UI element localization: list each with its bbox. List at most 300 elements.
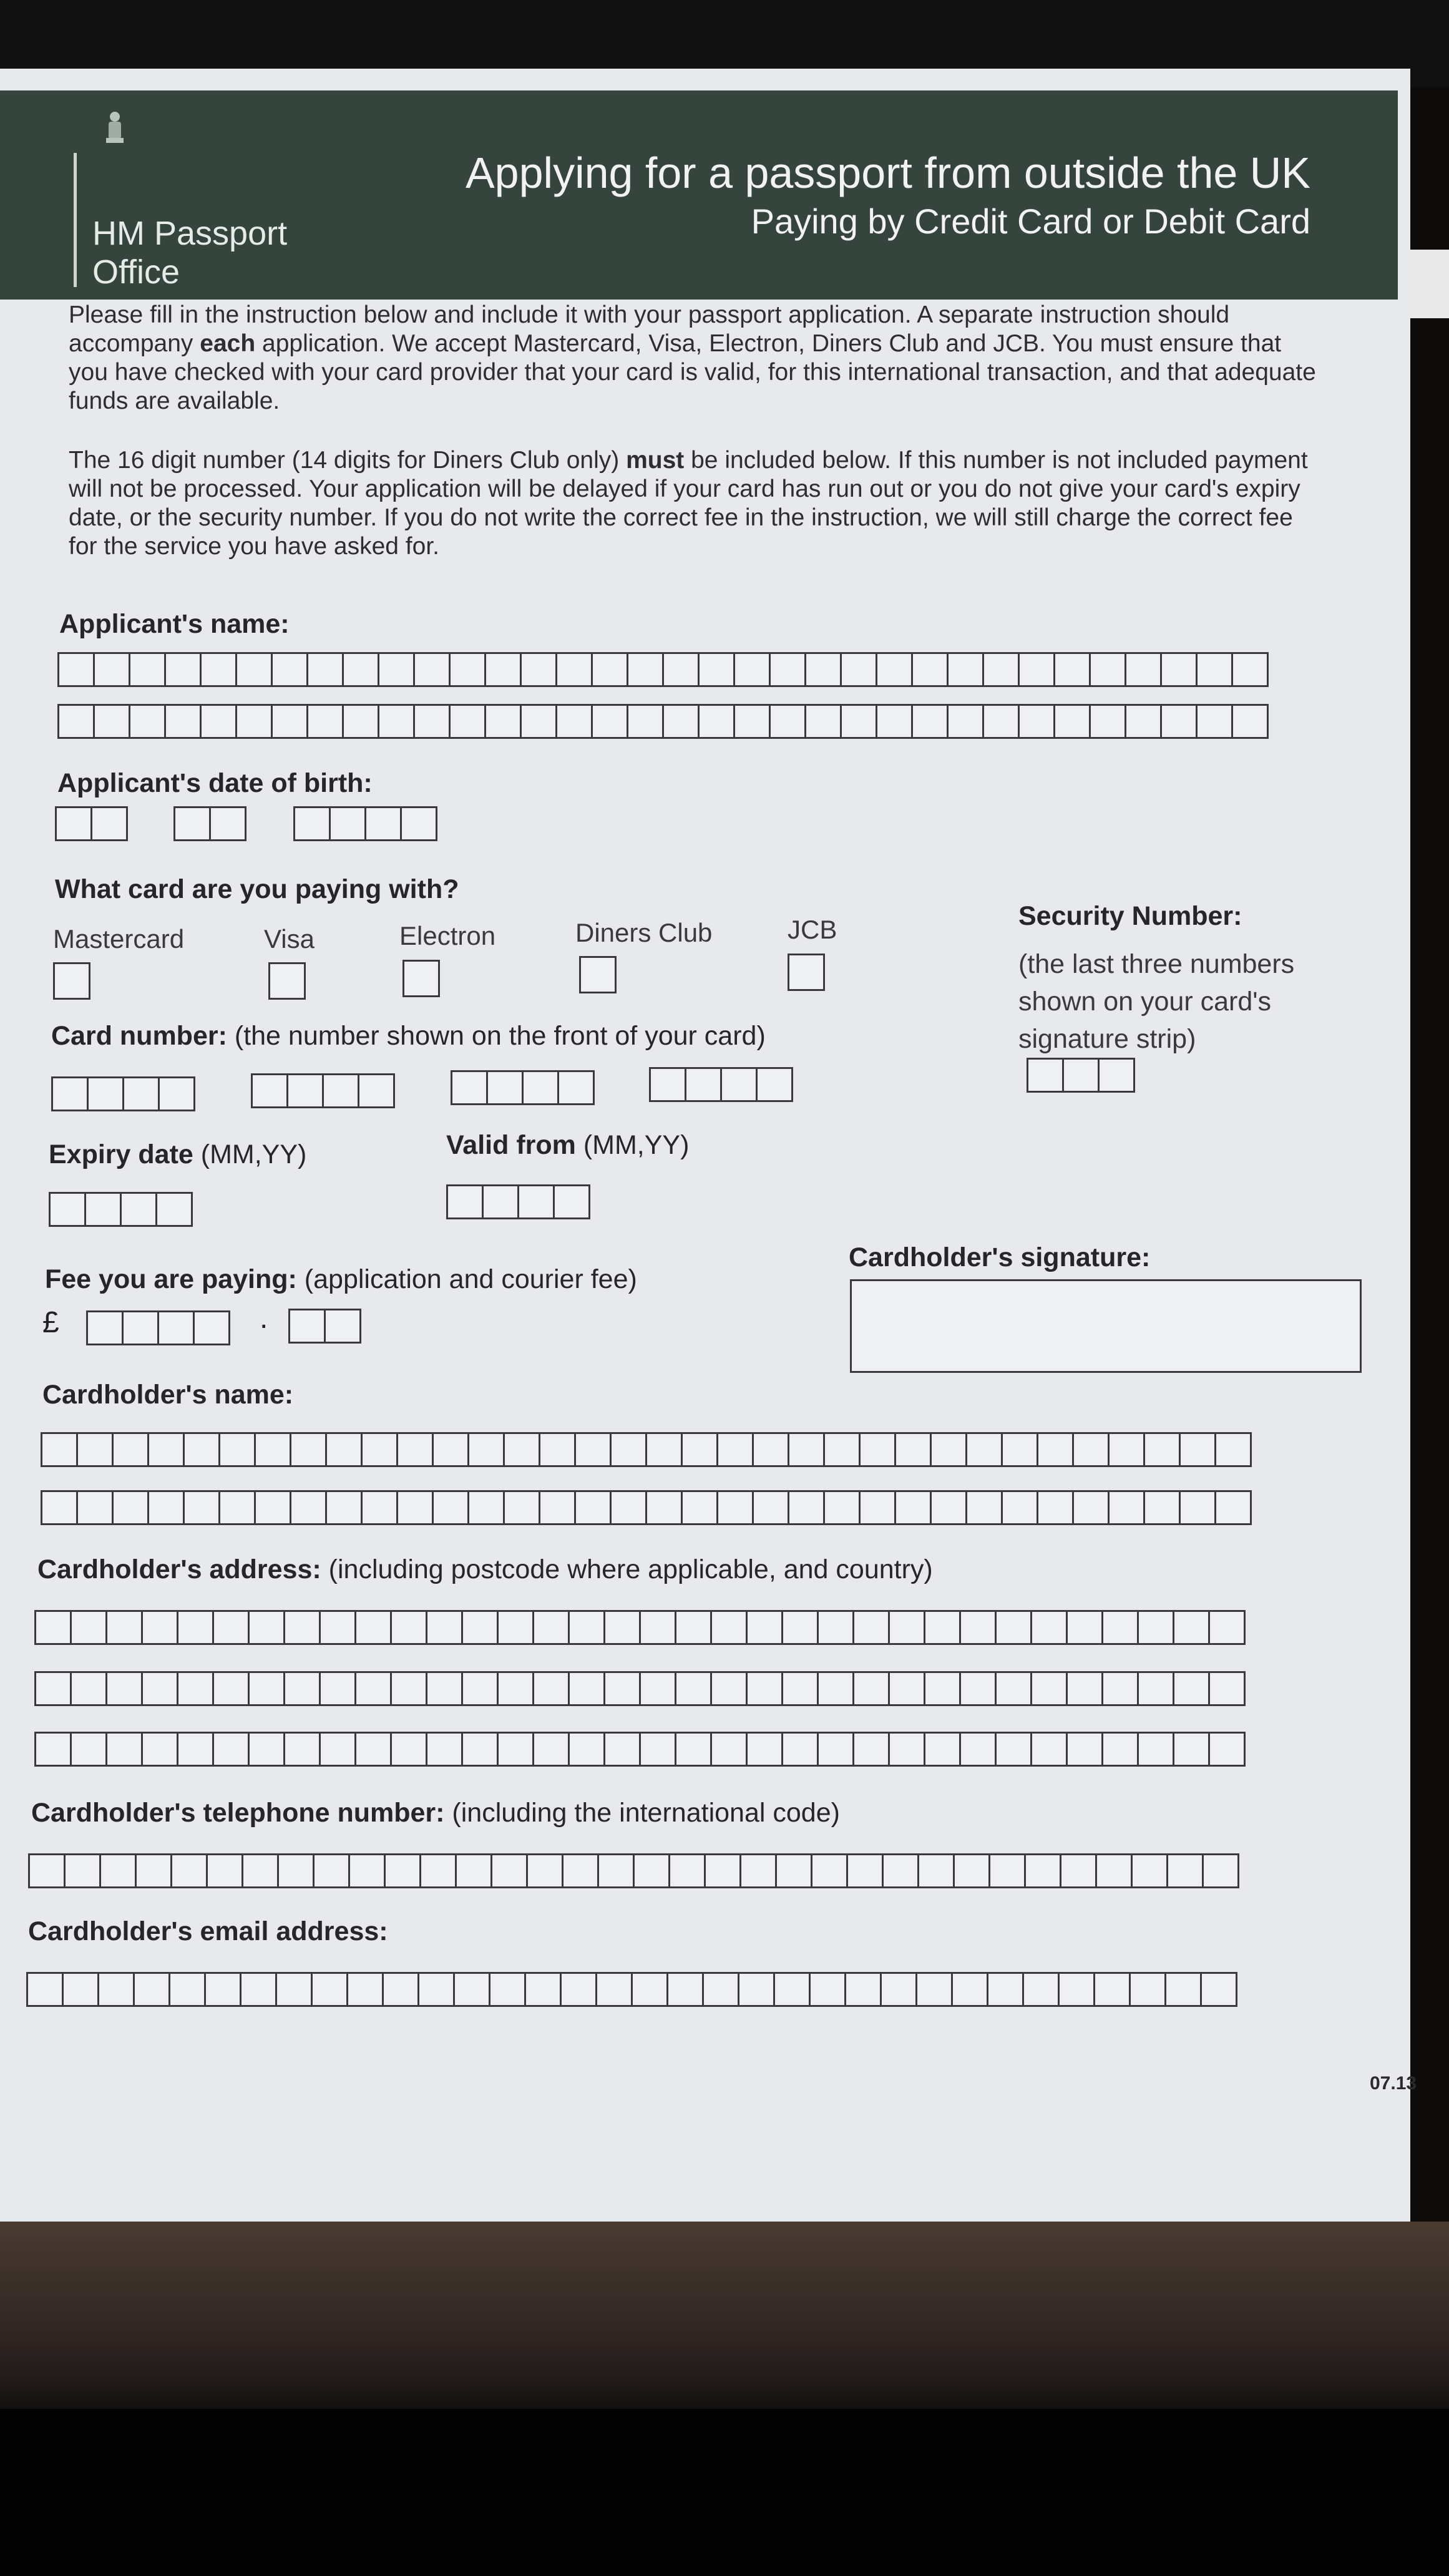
character-box[interactable]	[844, 1972, 882, 2007]
character-box[interactable]	[1208, 1732, 1246, 1767]
character-box[interactable]	[1173, 1610, 1210, 1645]
character-box[interactable]	[557, 1070, 595, 1105]
character-box[interactable]	[756, 1067, 793, 1102]
card-number-group-4[interactable]	[649, 1067, 791, 1102]
character-box[interactable]	[193, 1310, 230, 1345]
cardholder-address-line-2[interactable]	[34, 1671, 1244, 1706]
character-box[interactable]	[852, 1732, 890, 1767]
character-box[interactable]	[41, 1490, 78, 1525]
character-box[interactable]	[361, 1490, 398, 1525]
character-box[interactable]	[461, 1732, 499, 1767]
character-box[interactable]	[141, 1732, 178, 1767]
character-box[interactable]	[1208, 1610, 1246, 1645]
character-box[interactable]	[358, 1073, 395, 1108]
character-box[interactable]	[1173, 1671, 1210, 1706]
character-box[interactable]	[662, 704, 700, 739]
character-box[interactable]	[698, 652, 735, 687]
character-box[interactable]	[846, 1853, 884, 1888]
character-box[interactable]	[286, 1073, 324, 1108]
character-box[interactable]	[876, 704, 913, 739]
character-box[interactable]	[1018, 704, 1055, 739]
character-box[interactable]	[675, 1671, 712, 1706]
character-box[interactable]	[1037, 1490, 1074, 1525]
character-box[interactable]	[809, 1972, 846, 2007]
character-box[interactable]	[378, 704, 415, 739]
electron-checkbox[interactable]	[402, 960, 440, 997]
character-box[interactable]	[532, 1610, 570, 1645]
character-box[interactable]	[354, 1732, 392, 1767]
character-box[interactable]	[1202, 1853, 1239, 1888]
character-box[interactable]	[484, 704, 522, 739]
character-box[interactable]	[781, 1610, 819, 1645]
character-box[interactable]	[987, 1972, 1024, 2007]
cardholder-telephone-boxes[interactable]	[28, 1853, 1237, 1888]
character-box[interactable]	[746, 1610, 783, 1645]
character-box[interactable]	[84, 1192, 122, 1227]
character-box[interactable]	[271, 704, 308, 739]
character-box[interactable]	[354, 1671, 392, 1706]
character-box[interactable]	[489, 1972, 526, 2007]
character-box[interactable]	[959, 1732, 997, 1767]
character-box[interactable]	[804, 704, 842, 739]
character-box[interactable]	[120, 1192, 157, 1227]
character-box[interactable]	[319, 1671, 356, 1706]
character-box[interactable]	[675, 1732, 712, 1767]
character-box[interactable]	[733, 704, 771, 739]
character-box[interactable]	[1072, 1490, 1110, 1525]
character-box[interactable]	[90, 806, 128, 841]
character-box[interactable]	[122, 1076, 160, 1111]
character-box[interactable]	[560, 1972, 597, 2007]
character-box[interactable]	[503, 1432, 540, 1467]
character-box[interactable]	[520, 704, 557, 739]
character-box[interactable]	[911, 652, 949, 687]
character-box[interactable]	[218, 1490, 256, 1525]
character-box[interactable]	[773, 1972, 811, 2007]
character-box[interactable]	[639, 1610, 676, 1645]
character-box[interactable]	[417, 1972, 455, 2007]
character-box[interactable]	[497, 1610, 534, 1645]
character-box[interactable]	[788, 1490, 825, 1525]
character-box[interactable]	[852, 1610, 890, 1645]
character-box[interactable]	[183, 1432, 220, 1467]
character-box[interactable]	[591, 704, 628, 739]
character-box[interactable]	[206, 1853, 243, 1888]
character-box[interactable]	[200, 704, 237, 739]
card-number-group-3[interactable]	[451, 1070, 593, 1105]
character-box[interactable]	[1200, 1972, 1237, 2007]
character-box[interactable]	[610, 1490, 647, 1525]
character-box[interactable]	[1093, 1972, 1131, 2007]
character-box[interactable]	[738, 1972, 775, 2007]
character-box[interactable]	[924, 1671, 961, 1706]
character-box[interactable]	[129, 704, 166, 739]
character-box[interactable]	[685, 1067, 722, 1102]
dob-year-boxes[interactable]	[293, 806, 436, 841]
character-box[interactable]	[988, 1853, 1026, 1888]
character-box[interactable]	[840, 652, 877, 687]
character-box[interactable]	[710, 1732, 748, 1767]
character-box[interactable]	[1001, 1490, 1038, 1525]
character-box[interactable]	[426, 1610, 463, 1645]
character-box[interactable]	[995, 1732, 1032, 1767]
character-box[interactable]	[283, 1610, 321, 1645]
character-box[interactable]	[894, 1432, 932, 1467]
character-box[interactable]	[710, 1671, 748, 1706]
character-box[interactable]	[87, 1076, 124, 1111]
mastercard-checkbox[interactable]	[53, 962, 90, 1000]
applicant-name-line-1[interactable]	[57, 652, 1267, 687]
character-box[interactable]	[482, 1184, 519, 1219]
character-box[interactable]	[446, 1184, 484, 1219]
character-box[interactable]	[497, 1732, 534, 1767]
character-box[interactable]	[1101, 1610, 1139, 1645]
character-box[interactable]	[840, 704, 877, 739]
character-box[interactable]	[364, 806, 402, 841]
character-box[interactable]	[170, 1853, 208, 1888]
character-box[interactable]	[290, 1490, 327, 1525]
character-box[interactable]	[484, 652, 522, 687]
expiry-date-boxes[interactable]	[49, 1192, 191, 1227]
character-box[interactable]	[859, 1490, 896, 1525]
character-box[interactable]	[1231, 704, 1269, 739]
character-box[interactable]	[517, 1184, 555, 1219]
character-box[interactable]	[461, 1671, 499, 1706]
character-box[interactable]	[752, 1490, 789, 1525]
fee-pence-boxes[interactable]	[288, 1309, 359, 1344]
character-box[interactable]	[461, 1610, 499, 1645]
character-box[interactable]	[704, 1853, 741, 1888]
character-box[interactable]	[76, 1432, 114, 1467]
character-box[interactable]	[1231, 652, 1269, 687]
cardholder-address-line-1[interactable]	[34, 1610, 1244, 1645]
cardholder-name-line-1[interactable]	[41, 1432, 1250, 1467]
character-box[interactable]	[497, 1671, 534, 1706]
character-box[interactable]	[917, 1853, 955, 1888]
character-box[interactable]	[1066, 1671, 1103, 1706]
cardholder-address-line-3[interactable]	[34, 1732, 1244, 1767]
character-box[interactable]	[105, 1732, 143, 1767]
character-box[interactable]	[610, 1432, 647, 1467]
character-box[interactable]	[539, 1490, 576, 1525]
character-box[interactable]	[348, 1853, 386, 1888]
character-box[interactable]	[396, 1490, 434, 1525]
character-box[interactable]	[1196, 652, 1233, 687]
character-box[interactable]	[361, 1432, 398, 1467]
character-box[interactable]	[568, 1732, 605, 1767]
character-box[interactable]	[645, 1490, 683, 1525]
character-box[interactable]	[248, 1610, 285, 1645]
character-box[interactable]	[888, 1671, 925, 1706]
character-box[interactable]	[1058, 1972, 1095, 2007]
character-box[interactable]	[568, 1671, 605, 1706]
valid-from-boxes[interactable]	[446, 1184, 588, 1219]
character-box[interactable]	[105, 1610, 143, 1645]
jcb-checkbox[interactable]	[788, 954, 825, 991]
character-box[interactable]	[1129, 1972, 1166, 2007]
character-box[interactable]	[503, 1490, 540, 1525]
card-number-group-1[interactable]	[51, 1076, 193, 1111]
character-box[interactable]	[769, 704, 806, 739]
character-box[interactable]	[1214, 1432, 1252, 1467]
character-box[interactable]	[1131, 1853, 1168, 1888]
character-box[interactable]	[51, 1076, 89, 1111]
character-box[interactable]	[539, 1432, 576, 1467]
character-box[interactable]	[698, 704, 735, 739]
character-box[interactable]	[959, 1671, 997, 1706]
character-box[interactable]	[603, 1671, 641, 1706]
character-box[interactable]	[277, 1853, 315, 1888]
character-box[interactable]	[924, 1732, 961, 1767]
character-box[interactable]	[467, 1490, 505, 1525]
character-box[interactable]	[633, 1853, 670, 1888]
character-box[interactable]	[716, 1432, 754, 1467]
character-box[interactable]	[817, 1610, 854, 1645]
character-box[interactable]	[57, 704, 95, 739]
character-box[interactable]	[105, 1671, 143, 1706]
character-box[interactable]	[147, 1490, 185, 1525]
character-box[interactable]	[122, 1310, 159, 1345]
character-box[interactable]	[64, 1853, 101, 1888]
character-box[interactable]	[34, 1671, 72, 1706]
character-box[interactable]	[26, 1972, 64, 2007]
character-box[interactable]	[631, 1972, 668, 2007]
character-box[interactable]	[212, 1671, 250, 1706]
character-box[interactable]	[1062, 1058, 1100, 1093]
character-box[interactable]	[1214, 1490, 1252, 1525]
character-box[interactable]	[426, 1671, 463, 1706]
character-box[interactable]	[995, 1610, 1032, 1645]
character-box[interactable]	[313, 1853, 350, 1888]
character-box[interactable]	[524, 1972, 562, 2007]
character-box[interactable]	[894, 1490, 932, 1525]
character-box[interactable]	[1101, 1732, 1139, 1767]
character-box[interactable]	[1089, 652, 1126, 687]
character-box[interactable]	[34, 1732, 72, 1767]
character-box[interactable]	[93, 704, 130, 739]
character-box[interactable]	[290, 1432, 327, 1467]
character-box[interactable]	[1030, 1610, 1068, 1645]
character-box[interactable]	[1030, 1671, 1068, 1706]
character-box[interactable]	[1089, 704, 1126, 739]
character-box[interactable]	[319, 1732, 356, 1767]
character-box[interactable]	[1137, 1671, 1174, 1706]
character-box[interactable]	[62, 1972, 99, 2007]
character-box[interactable]	[1173, 1732, 1210, 1767]
character-box[interactable]	[306, 704, 344, 739]
character-box[interactable]	[451, 1070, 488, 1105]
character-box[interactable]	[70, 1610, 107, 1645]
character-box[interactable]	[817, 1732, 854, 1767]
character-box[interactable]	[965, 1432, 1003, 1467]
diners-club-checkbox[interactable]	[579, 956, 617, 993]
character-box[interactable]	[924, 1610, 961, 1645]
character-box[interactable]	[982, 704, 1020, 739]
character-box[interactable]	[823, 1432, 861, 1467]
character-box[interactable]	[157, 1310, 195, 1345]
character-box[interactable]	[882, 1853, 919, 1888]
character-box[interactable]	[597, 1853, 635, 1888]
character-box[interactable]	[574, 1432, 612, 1467]
character-box[interactable]	[1125, 704, 1162, 739]
character-box[interactable]	[817, 1671, 854, 1706]
character-box[interactable]	[453, 1972, 490, 2007]
character-box[interactable]	[1098, 1058, 1135, 1093]
character-box[interactable]	[675, 1610, 712, 1645]
character-box[interactable]	[880, 1972, 917, 2007]
character-box[interactable]	[1037, 1432, 1074, 1467]
character-box[interactable]	[97, 1972, 135, 2007]
character-box[interactable]	[112, 1490, 149, 1525]
character-box[interactable]	[947, 652, 984, 687]
character-box[interactable]	[93, 652, 130, 687]
character-box[interactable]	[1053, 652, 1091, 687]
character-box[interactable]	[419, 1853, 457, 1888]
character-box[interactable]	[681, 1432, 718, 1467]
character-box[interactable]	[710, 1610, 748, 1645]
character-box[interactable]	[1164, 1972, 1202, 2007]
character-box[interactable]	[254, 1490, 291, 1525]
character-box[interactable]	[1179, 1490, 1216, 1525]
character-box[interactable]	[242, 1853, 279, 1888]
character-box[interactable]	[811, 1853, 848, 1888]
character-box[interactable]	[384, 1853, 421, 1888]
character-box[interactable]	[1001, 1432, 1038, 1467]
character-box[interactable]	[681, 1490, 718, 1525]
character-box[interactable]	[982, 652, 1020, 687]
character-box[interactable]	[746, 1732, 783, 1767]
character-box[interactable]	[486, 1070, 524, 1105]
character-box[interactable]	[413, 652, 451, 687]
character-box[interactable]	[788, 1432, 825, 1467]
character-box[interactable]	[293, 806, 331, 841]
character-box[interactable]	[382, 1972, 419, 2007]
character-box[interactable]	[322, 1073, 359, 1108]
character-box[interactable]	[1160, 704, 1198, 739]
character-box[interactable]	[1027, 1058, 1064, 1093]
character-box[interactable]	[930, 1490, 967, 1525]
character-box[interactable]	[251, 1073, 288, 1108]
character-box[interactable]	[390, 1732, 427, 1767]
character-box[interactable]	[1066, 1732, 1103, 1767]
applicant-name-line-2[interactable]	[57, 704, 1267, 739]
character-box[interactable]	[702, 1972, 739, 2007]
character-box[interactable]	[57, 652, 95, 687]
character-box[interactable]	[235, 652, 273, 687]
character-box[interactable]	[1137, 1732, 1174, 1767]
character-box[interactable]	[248, 1671, 285, 1706]
character-box[interactable]	[41, 1432, 78, 1467]
character-box[interactable]	[306, 652, 344, 687]
security-number-boxes[interactable]	[1027, 1058, 1133, 1093]
character-box[interactable]	[396, 1432, 434, 1467]
character-box[interactable]	[1196, 704, 1233, 739]
character-box[interactable]	[716, 1490, 754, 1525]
character-box[interactable]	[311, 1972, 348, 2007]
character-box[interactable]	[555, 652, 593, 687]
character-box[interactable]	[668, 1853, 706, 1888]
character-box[interactable]	[325, 1432, 363, 1467]
character-box[interactable]	[1024, 1853, 1061, 1888]
character-box[interactable]	[739, 1853, 777, 1888]
character-box[interactable]	[876, 652, 913, 687]
character-box[interactable]	[177, 1671, 214, 1706]
character-box[interactable]	[769, 652, 806, 687]
character-box[interactable]	[204, 1972, 242, 2007]
character-box[interactable]	[639, 1671, 676, 1706]
character-box[interactable]	[432, 1432, 469, 1467]
character-box[interactable]	[248, 1732, 285, 1767]
character-box[interactable]	[804, 652, 842, 687]
character-box[interactable]	[467, 1432, 505, 1467]
character-box[interactable]	[449, 704, 486, 739]
character-box[interactable]	[775, 1853, 812, 1888]
character-box[interactable]	[1208, 1671, 1246, 1706]
character-box[interactable]	[133, 1972, 170, 2007]
character-box[interactable]	[553, 1184, 590, 1219]
character-box[interactable]	[200, 652, 237, 687]
character-box[interactable]	[645, 1432, 683, 1467]
character-box[interactable]	[235, 704, 273, 739]
character-box[interactable]	[1108, 1432, 1145, 1467]
character-box[interactable]	[342, 704, 379, 739]
character-box[interactable]	[995, 1671, 1032, 1706]
character-box[interactable]	[168, 1972, 206, 2007]
character-box[interactable]	[953, 1853, 990, 1888]
character-box[interactable]	[603, 1732, 641, 1767]
character-box[interactable]	[212, 1732, 250, 1767]
character-box[interactable]	[562, 1853, 599, 1888]
character-box[interactable]	[177, 1610, 214, 1645]
character-box[interactable]	[275, 1972, 313, 2007]
character-box[interactable]	[522, 1070, 559, 1105]
character-box[interactable]	[240, 1972, 277, 2007]
character-box[interactable]	[930, 1432, 967, 1467]
character-box[interactable]	[1143, 1490, 1181, 1525]
character-box[interactable]	[426, 1732, 463, 1767]
character-box[interactable]	[911, 704, 949, 739]
character-box[interactable]	[34, 1610, 72, 1645]
character-box[interactable]	[319, 1610, 356, 1645]
character-box[interactable]	[271, 652, 308, 687]
character-box[interactable]	[555, 704, 593, 739]
character-box[interactable]	[55, 806, 92, 841]
character-box[interactable]	[86, 1310, 124, 1345]
character-box[interactable]	[639, 1732, 676, 1767]
visa-checkbox[interactable]	[268, 962, 306, 1000]
character-box[interactable]	[574, 1490, 612, 1525]
character-box[interactable]	[1053, 704, 1091, 739]
character-box[interactable]	[346, 1972, 384, 2007]
character-box[interactable]	[1125, 652, 1162, 687]
character-box[interactable]	[859, 1432, 896, 1467]
character-box[interactable]	[183, 1490, 220, 1525]
character-box[interactable]	[135, 1853, 172, 1888]
character-box[interactable]	[752, 1432, 789, 1467]
character-box[interactable]	[112, 1432, 149, 1467]
character-box[interactable]	[158, 1076, 195, 1111]
character-box[interactable]	[852, 1671, 890, 1706]
character-box[interactable]	[1022, 1972, 1060, 2007]
character-box[interactable]	[965, 1490, 1003, 1525]
character-box[interactable]	[1143, 1432, 1181, 1467]
character-box[interactable]	[325, 1490, 363, 1525]
character-box[interactable]	[666, 1972, 704, 2007]
character-box[interactable]	[595, 1972, 633, 2007]
fee-pounds-boxes[interactable]	[86, 1310, 228, 1345]
character-box[interactable]	[1160, 652, 1198, 687]
character-box[interactable]	[781, 1732, 819, 1767]
